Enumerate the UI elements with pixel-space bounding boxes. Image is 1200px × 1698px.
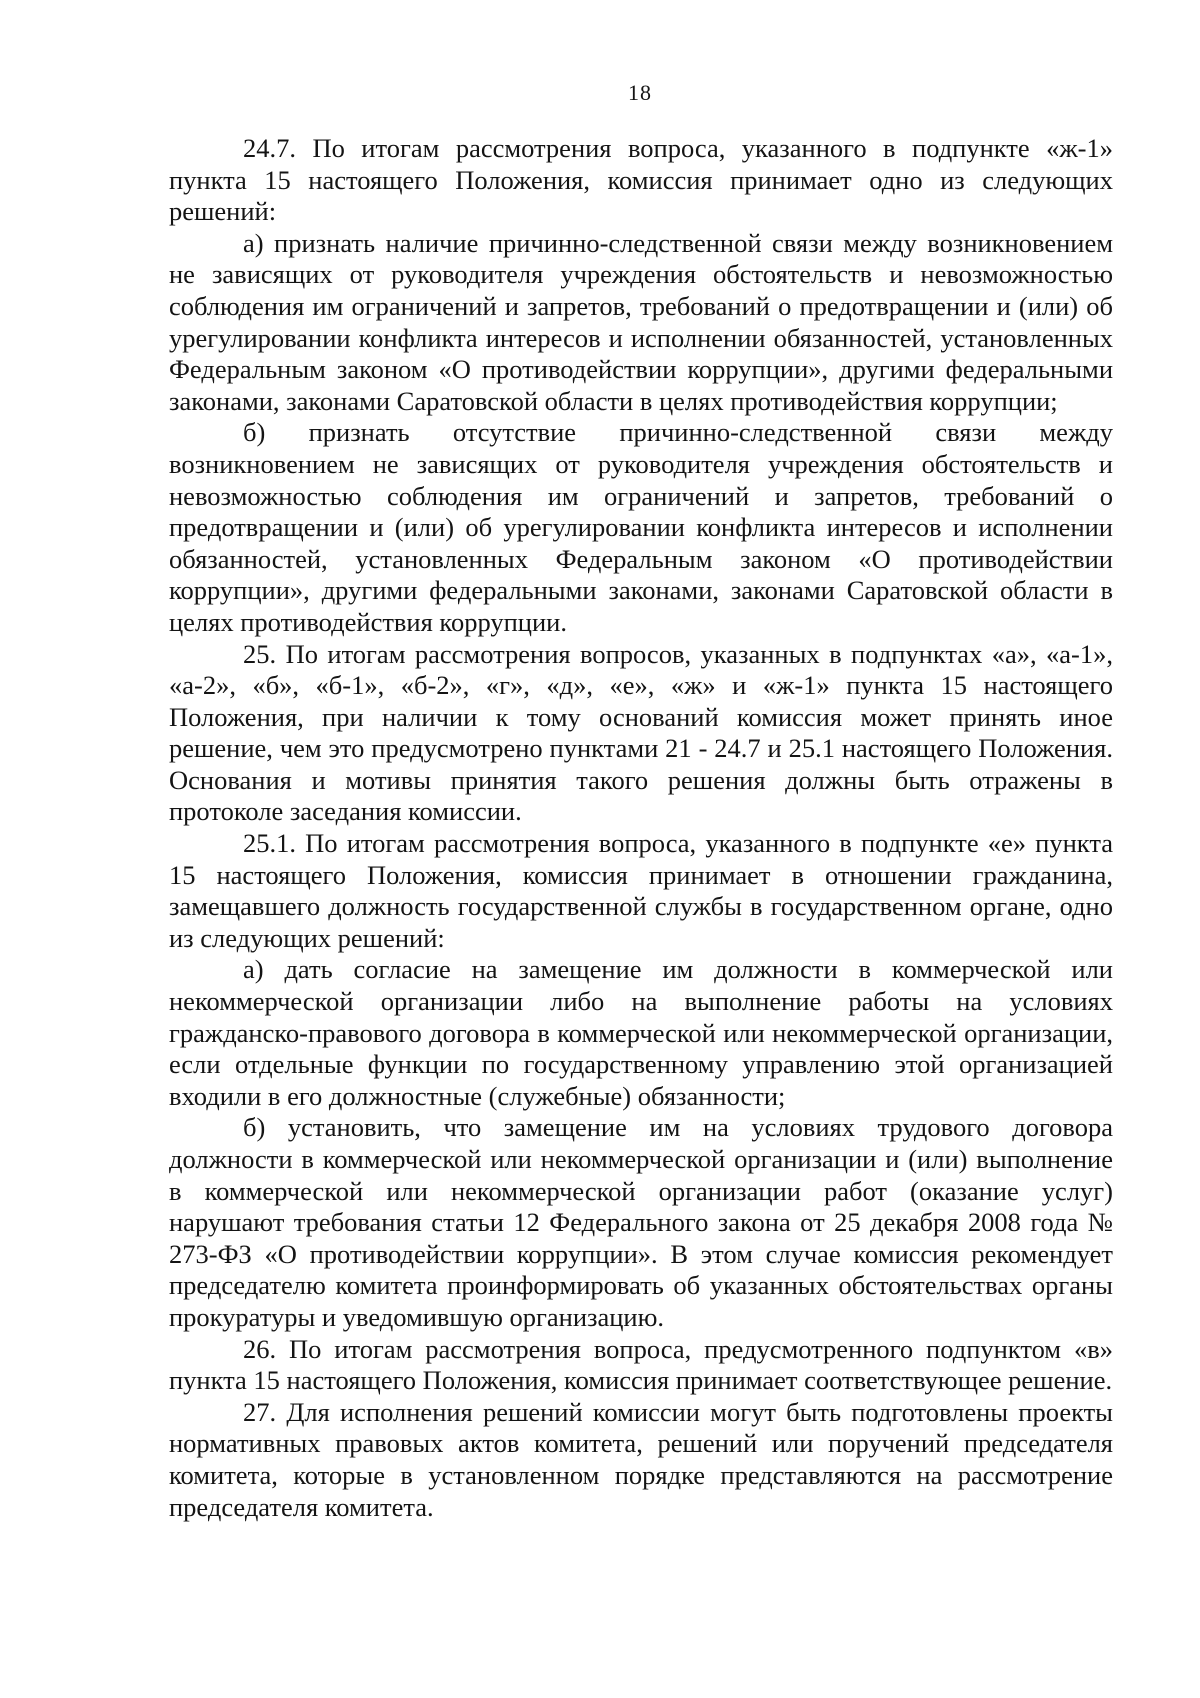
paragraph-25: 25. По итогам рассмотрения вопросов, указанных в подпунктах «а», «а-1», «а-2», «б», «б-1», «б-2», «г», «д», «е», «ж» и «ж-1» пункта 15 настоящего Положения, при наличии к тому оснований комиссия может принять иное решение, чем это предусмотрено пунктами 21 - 24.7 и 25.1 настоящего Положения. Основания и мотивы принятия такого решения должны быть отражены в протоколе заседания комиссии. — [169, 638, 1113, 827]
paragraph-24-7-a: а) признать наличие причинно-следственной связи между возникновением не зависящих от руководителя учреждения обстоятельств и невозможностью соблюдения им ограничений и запретов, требований о предотвращении и (или) об урегулировании конфликта интересов и исполнении обязанностей, установленных Федеральным законом «О противодействии коррупции», другими федеральными законами, законами Саратовской области в целях противодействия коррупции; — [169, 227, 1113, 416]
document-body — [169, 133, 1113, 1523]
paragraph-26: 26. По итогам рассмотрения вопроса, предусмотренного подпунктом «в» пункта 15 настоящего Положения, комиссия принимает соответствующее решение. — [169, 1333, 1113, 1396]
paragraph-25-1: 25.1. По итогам рассмотрения вопроса, указанного в подпункте «е» пункта 15 настоящего Положения, комиссия принимает в отношении гражданина, замещавшего должность государственной службы в государственном органе, одно из следующих решений: — [169, 828, 1113, 953]
paragraph-25-1-a: а) дать согласие на замещение им должности в коммерческой или некоммерческой организации либо на выполнение работы на условиях гражданско-правового договора в коммерческой или некоммерческой организации, если отдельные функции по государственному управлению этой организацией входили в его должностные (служебные) обязанности; — [169, 954, 1113, 1111]
paragraph-27: 27. Для исполнения решений комиссии могут быть подготовлены проекты нормативных правовых актов комитета, решений или поручений председателя комитета, которые в установленном порядке представляются на рассмотрение председателя комитета. — [169, 1396, 1113, 1522]
paragraph-25-1-b: б) установить, что замещение им на условиях трудового договора должности в коммерческой или некоммерческой организации и (или) выполнение в коммерческой или некоммерческой организации работ (оказание услуг) нарушают требования статьи 12 Федерального закона от 25 декабря 2008 года № 273-ФЗ «О противодействии коррупции». В этом случае комиссия рекомендует председателю комитета проинформировать об указанных обстоятельствах органы прокуратуры и уведомившую организацию. — [169, 1112, 1113, 1332]
page-number: 18 — [628, 80, 652, 105]
paragraph-24-7-b: б) признать отсутствие причинно-следственной связи между возникновением не зависящих от руководителя учреждения обстоятельств и невозможностью соблюдения им ограничений и запретов, требований о предотвращении и (или) об урегулировании конфликта интересов и исполнении обязанностей, установленных Федеральным законом «О противодействии коррупции», другими федеральными законами, законами Саратовской области в целях противодействия коррупции. — [169, 417, 1113, 637]
paragraph-24-7: 24.7. По итогам рассмотрения вопроса, указанного в подпункте «ж-1» пункта 15 настоящего Положения, комиссия принимает одно из следующих решений: — [169, 133, 1113, 227]
